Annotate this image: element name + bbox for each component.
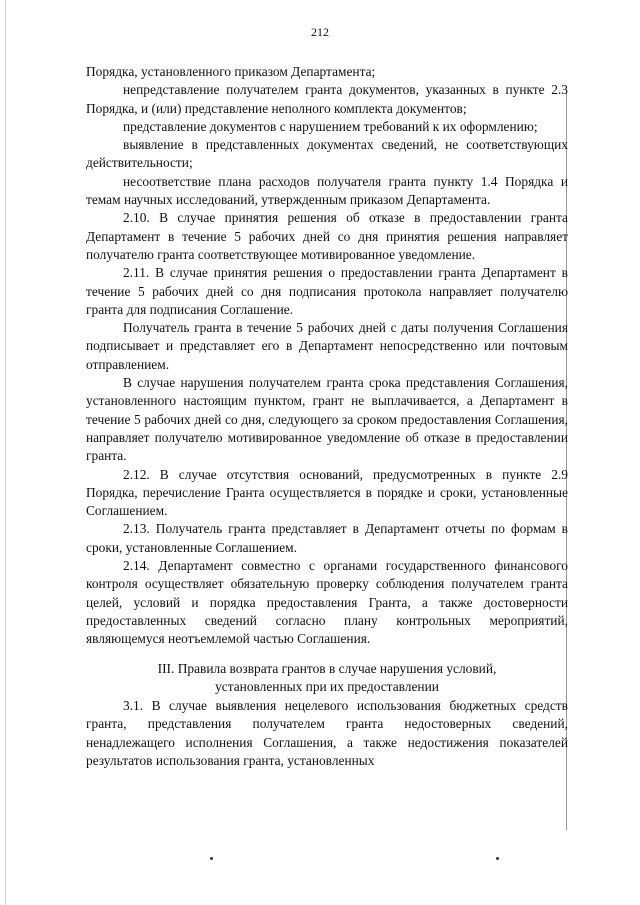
paragraph-3-1: 3.1. В случае выявления нецелевого использования бюджетных средств гранта, представления получателем гранта недостоверных сведений, ненадлежащего исполнения Соглашения, а также недостижения показателей результатов использования гранта, установленных (86, 698, 568, 768)
page-number: 212 (311, 25, 329, 39)
paragraph-2-14: 2.14. Департамент совместно с органами государственного финансового контроля осуществляет обязательную проверку соблюдения получателем гранта целей, условий и порядка предоставления Гранта, а также достоверности предоставленных сведений согласно плану контрольных мероприятий, являющемуся неотъемлемой частью Соглашения. (86, 558, 568, 647)
section-heading-line1: III. Правила возврата грантов в случае нарушения условий, (157, 660, 497, 676)
paragraph-2-11: 2.11. В случае принятия решения о предоставлении гранта Департамент в течение 5 рабочих дней со дня подписания протокола направляет получателю гранта для подписания Соглашение. (86, 265, 568, 317)
paragraph: выявление в представленных документах сведений, не соответствующих действительности; (86, 137, 568, 171)
scan-edge-left (5, 0, 6, 905)
paragraph: несоответствие плана расходов получателя гранта пункту 1.4 Порядка и темам научных исследований, утвержденным приказом Департамента. (86, 173, 568, 208)
section-heading (86, 660, 568, 697)
paragraph: В случае нарушения получателем гранта срока представления Соглашения, установленного настоящим пунктом, грант не выплачивается, а Департамент в течение 5 рабочих дней со дня, следующего за сроком предоставления Соглашения, направляет получателю мотивированное уведомление об отказе в предоставлении гранта. (86, 375, 568, 464)
paragraph-2-13: 2.13. Получатель гранта представляет в Департамент отчеты по формам в сроки, установленные Соглашением. (86, 521, 568, 555)
paragraph: представление документов с нарушением требований к их оформлению; (123, 118, 538, 134)
scan-speck (496, 857, 499, 860)
document-body (86, 63, 568, 770)
paragraph-2-12: 2.12. В случае отсутствия оснований, предусмотренных в пункте 2.9 Порядка, перечисление Гранта осуществляется в порядке и сроки, установленные Соглашением. (86, 466, 568, 519)
paragraph: Порядка, установленного приказом Департамента; (86, 64, 376, 79)
section-heading-line2: установленных при их предоставлении (215, 678, 439, 694)
scan-speck (210, 857, 213, 860)
paragraph-2-10: 2.10. В случае принятия решения об отказе в предоставлении гранта Департамент в течение 5 рабочих дней со дня принятия решения направляет получателю гранта соответствующее мотивированное уведомление. (86, 210, 568, 262)
paragraph: непредставление получателем гранта документов, указанных в пункте 2.3 Порядка, и (или) представление неполного комплекта документов; (86, 82, 568, 116)
paragraph: Получатель гранта в течение 5 рабочих дней с даты получения Соглашения подписывает и представляет его в Департамент непосредственно или почтовым отправлением. (86, 320, 568, 372)
